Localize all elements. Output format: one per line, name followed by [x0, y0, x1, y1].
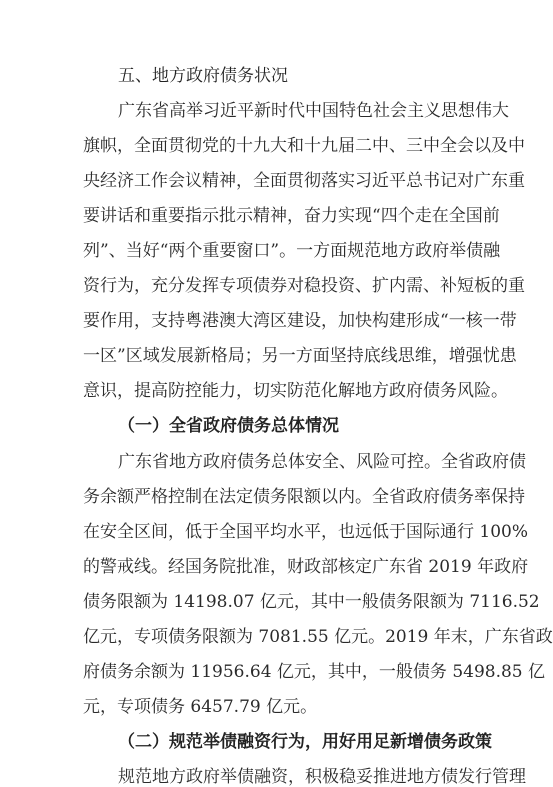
paragraph-line: 规范地方政府举债融资，积极稳妥推进地方债发行管理	[118, 767, 526, 787]
paragraph-line: 债务限额为 14198.07 亿元，其中一般债务限额为 7116.52	[83, 592, 540, 612]
paragraph-line: 广东省高举习近平新时代中国特色社会主义思想伟大	[118, 101, 509, 121]
paragraph-line: 资行为，充分发挥专项债券对稳投资、扩内需、补短板的重	[83, 276, 525, 296]
paragraph-line: 意识，提高防控能力，切实防范化解地方政府债务风险。	[83, 381, 508, 401]
paragraph-line: 要讲话和重要指示批示精神，奋力实现“四个走在全国前	[83, 206, 500, 226]
paragraph-line: 央经济工作会议精神，全面贯彻落实习近平总书记对广东重	[83, 171, 525, 191]
paragraph-line: 在安全区间，低于全国平均水平，也远低于国际通行 100%	[83, 522, 529, 542]
paragraph-line: 一区”区域发展新格局；另一方面坚持底线思维，增强忧患	[83, 346, 517, 366]
paragraph-line: 的警戒线。经国务院批准，财政部核定广东省 2019 年政府	[83, 557, 529, 577]
paragraph-line: 旗帜，全面贯彻党的十九大和十九届二中、三中全会以及中	[83, 136, 525, 156]
subsection-heading: （二）规范举债融资行为，用好用足新增债务政策	[118, 732, 492, 752]
paragraph-line: 列”、当好“两个重要窗口”。一方面规范地方政府举债融	[83, 241, 501, 261]
paragraph-line: 务余额严格控制在法定债务限额以内。全省政府债务率保持	[83, 487, 525, 507]
paragraph-line: 亿元，专项债务限额为 7081.55 亿元。2019 年末，广东省政	[83, 627, 553, 647]
section-heading: 五、地方政府债务状况	[118, 66, 288, 86]
paragraph-line: 广东省地方政府债务总体安全、风险可控。全省政府债	[118, 452, 526, 472]
paragraph-line: 要作用，支持粤港澳大湾区建设，加快构建形成“一核一带	[83, 311, 517, 331]
subsection-heading: （一）全省政府债务总体情况	[118, 416, 339, 436]
paragraph-line: 元，专项债务 6457.79 亿元。	[83, 697, 318, 717]
paragraph-line: 府债务余额为 11956.64 亿元，其中，一般债务 5498.85 亿	[83, 662, 546, 682]
